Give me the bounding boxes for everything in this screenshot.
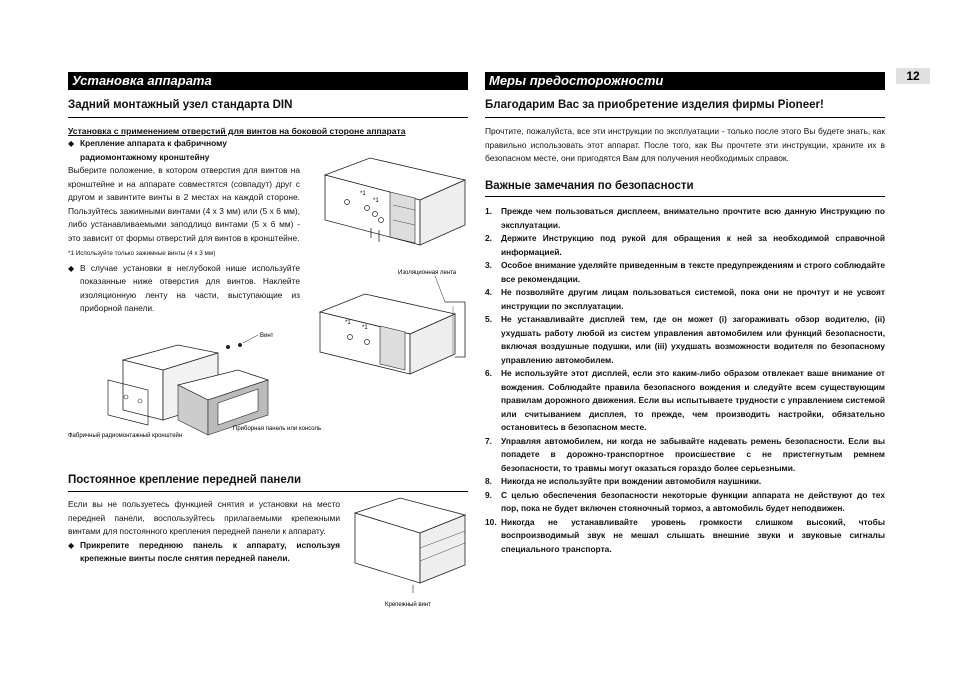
bullet-factory-bracket-body: Выберите положение, в котором отверстия для винтов на кронштейне и на аппарате совместятся (совпадут) друг с другом и завинтите винты в 2 местах на каждой стороне. Пользуйтесь зажимными винтами (4 x 3 мм) или (5 x 6 мм), либо устанавливаемыми заподлицо винтами (5 x 6 мм) - это зависит от формы отверстий для винтов в кронштейне. [68,165,300,243]
insulating-tape-label: Изоляционная лента [398,270,457,276]
list-item: 2. Держите Инструкцию под рукой для обращения к ней за необходимой справочной информацией. [485,233,885,257]
factory-bracket-label: Фабричный радиомонтажный кронштейн [68,433,183,439]
list-item: 8. Никогда не используйте при вождении автомобиля наушники. [485,476,762,486]
mark-star1: *1 [360,191,366,197]
safety-notes-list [485,205,885,556]
screw-label: Винт [260,333,274,339]
bullet-shallow-niche-body: В случае установки в неглубокой нише используйте показанные ниже отверстия для винтов. Наклейте изоляционную ленту на части, выступающие из приборной панели. [80,262,300,313]
page-number: 12 [896,68,930,84]
diagram-unit-bracket [305,150,470,250]
bullet-factory-bracket-title: Крепление аппарата к фабричному радиомонтажному кронштейну [80,138,227,162]
front-panel-heading-rule [68,491,468,492]
safety-heading-rule [485,196,885,197]
mark-star1: *1 [362,325,368,331]
diagram-fixing-screw [345,493,470,613]
list-item: 4. Не позволяйте другим лицам пользоваться системой, пока они не прочтут и не усвоят инструкции по эксплуатации. [485,287,885,311]
bullet-icon: ◆ [68,263,75,273]
din-heading: Задний монтажный узел стандарта DIN [68,99,293,111]
list-item: 9. С целью обеспечения безопасности некоторые функции аппарата не действуют до тех пор, пока не будет включен стояночный тормоз, а автомобиль будет неподвижен. [485,489,885,513]
din-heading-rule [68,117,468,118]
list-item: 3. Особое внимание уделяйте приведенным в тексте предупреждениям и строго соблюдайте все рекомендации. [485,260,885,284]
front-panel-bullet: Прикрепите переднюю панель к аппарату, используя крепежные винты после снятия передней панели. [80,539,340,563]
bullet-factory-bracket [68,137,300,316]
dash-console-label: Приборная панель или консоль [233,426,322,432]
bullet-icon: ◆ [68,139,75,148]
thanks-heading: Благодарим Вас за приобретение изделия фирмы Pioneer! [485,99,824,111]
list-item: 7. Управляя автомобилем, ни когда не забывайте надевать ремень безопасности. Если вы попадете в дорожно-транспортное происшествие с не пристегнутым ремнем безопасности, то травмы могут оказаться гораздо более серьезными. [485,435,885,473]
safety-heading: Важные замечания по безопасности [485,180,694,192]
diagram-factory-bracket [68,325,338,455]
section-title-installation: Установка аппарата [68,72,468,90]
mark-star1: *1 [345,320,351,326]
section-title-precautions: Меры предосторожности [485,72,885,90]
intro-text: Прочтите, пожалуйста, все эти инструкции по эксплуатации - только после этого Вы будете знать, как правильно использовать этот аппарат. После того, как Вы прочтете эти инструкции, храните их в безопасном месте, они пригодятся Вам для получения необходимых справок. [485,126,885,163]
mark-star1: *1 [373,198,379,204]
screw-holes-subheading: Установка с применением отверстий для винтов на боковой стороне аппарата [68,126,406,136]
thanks-heading-rule [485,117,885,118]
footnote: *1 Используйте только зажимные винты (4 x 3 мм) [68,250,216,257]
bullet-icon: ◆ [68,540,75,550]
list-item: 10. Никогда не устанавливайте уровень громкости слишком высокий, чтобы воспроизводимый звук не мешал слышать внешние звуки и звуковые сигналы специального транспорта. [485,516,885,554]
list-item: 6. Не используйте этот дисплей, если это каким-либо образом отвлекает ваше внимание от вождения. Соблюдайте правила безопасного вождения и следуйте всем существующим правилам дорожного движения. Если вы испытываете трудности с управлением системой или считыванием дисплея, то прежде, чем производить настройки, обязательно остановитесь в безопасном месте. [485,368,885,432]
front-panel-body: Если вы не пользуетесь функцией снятия и установки на место передней панели, воспользуйтесь прилагаемыми крепежными винтами для постоянного крепления передней панели к аппарату. [68,499,340,536]
front-panel-text [68,498,340,566]
list-item: 5. Не устанавливайте дисплей тем, где он может (i) загораживать обзор водителю, (ii) ухудшать работу любой из систем управления автомобилем или функций безопасности, включая воздушные подушки, или (iii) ухудшать возможности водителя по безопасному управлению автомобилем. [485,314,885,365]
list-item: 1. Прежде чем пользоваться дисплеем, внимательно прочтите всю данную Инструкцию по эксплуатации. [485,206,885,230]
fixing-screw-label: Крепежный винт [385,602,431,608]
front-panel-heading: Постоянное крепление передней панели [68,474,302,486]
